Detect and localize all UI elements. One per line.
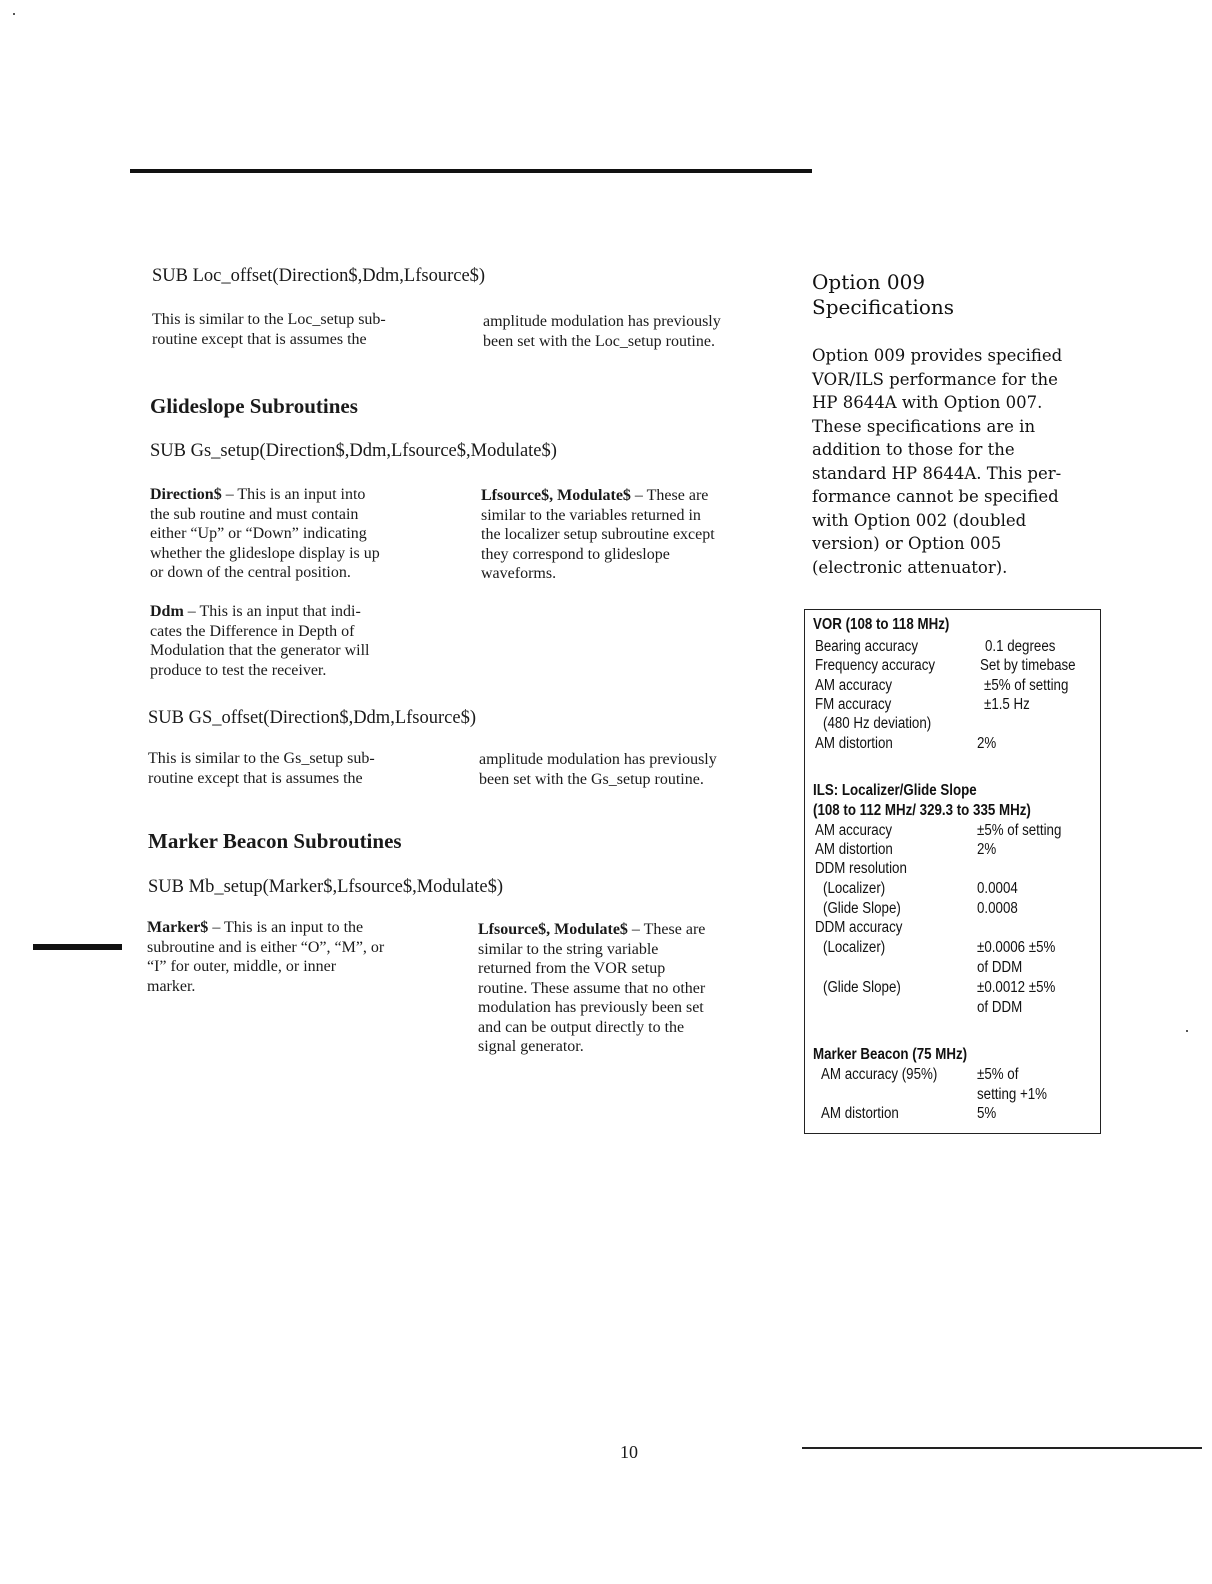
bearing-label: Bearing accuracy bbox=[815, 638, 918, 655]
mb-am-accuracy-value: ±5% of bbox=[977, 1066, 1019, 1083]
fm-deviation-label: (480 Hz deviation) bbox=[823, 715, 932, 732]
ddm-desc: – This is an input that indi- cates the Difference in Depth of Modulation that the generator will produce to test the receiver. bbox=[150, 603, 370, 679]
ils-am-accuracy-value: ±5% of setting bbox=[977, 822, 1062, 839]
loc-offset-text-col2: amplitude modulation has previously been set with the Loc_setup routine. bbox=[483, 313, 721, 350]
ils-am-distortion-label: AM distortion bbox=[815, 841, 893, 858]
ddm-acc-localizer-value-2: of DDM bbox=[977, 959, 1023, 976]
ddm-resolution-label: DDM resolution bbox=[815, 860, 907, 877]
ils-am-accuracy-label: AM accuracy bbox=[815, 822, 893, 839]
ddm-acc-localizer-value: ±0.0006 ±5% bbox=[977, 939, 1056, 956]
mb-am-distortion-label: AM distortion bbox=[821, 1105, 899, 1122]
vor-am-accuracy-label: AM accuracy bbox=[815, 677, 893, 694]
freq-accuracy-value: Set by timebase bbox=[980, 657, 1076, 674]
ddm-res-glide-slope-value: 0.0008 bbox=[977, 900, 1018, 917]
loc-offset-heading: SUB Loc_offset(Direction$,Ddm,Lfsource$) bbox=[152, 266, 486, 286]
marker-param-text bbox=[147, 918, 384, 996]
mb-lfsource-term: Lfsource$, Modulate$ bbox=[478, 921, 628, 938]
option-009-title: Option 009 Specifications bbox=[812, 270, 955, 319]
marker-beacon-section-title: Marker Beacon Subroutines bbox=[148, 829, 402, 853]
gs-setup-heading: SUB Gs_setup(Direction$,Ddm,Lfsource$,Modulate$) bbox=[150, 441, 557, 461]
option-009-description: Option 009 provides specified VOR/ILS performance for the HP 8644A with Option 007. These specifications are in addition to those for the standard HP 8644A. This per- formance cannot be specified with Option 002 (doubled version) or Option 005 (electronic attenuator). bbox=[812, 346, 1063, 577]
marker-term: Marker$ bbox=[147, 919, 209, 936]
fm-accuracy-label: FM accuracy bbox=[815, 696, 892, 713]
page-number: 10 bbox=[620, 1442, 638, 1462]
mb-am-accuracy-value-2: setting +1% bbox=[977, 1086, 1048, 1103]
mb-am-accuracy-label: AM accuracy (95%) bbox=[821, 1066, 938, 1083]
scan-speck bbox=[13, 13, 15, 15]
ils-heading: ILS: Localizer/Glide Slope bbox=[813, 782, 977, 799]
bearing-value: 0.1 degrees bbox=[985, 638, 1056, 655]
ddm-accuracy-label: DDM accuracy bbox=[815, 919, 903, 936]
mb-lfsource-param-text bbox=[478, 920, 705, 1057]
ddm-acc-glide-slope-value: ±0.0012 ±5% bbox=[977, 979, 1056, 996]
ddm-acc-localizer-label: (Localizer) bbox=[823, 939, 886, 956]
ils-range-heading: (108 to 112 MHz/ 329.3 to 335 MHz) bbox=[813, 802, 1031, 819]
ils-am-distortion-value: 2% bbox=[977, 841, 997, 858]
ddm-res-glide-slope-label: (Glide Slope) bbox=[823, 900, 901, 917]
marker-beacon-heading: Marker Beacon (75 MHz) bbox=[813, 1046, 968, 1063]
top-rule bbox=[130, 169, 812, 173]
glideslope-section-title: Glideslope Subroutines bbox=[150, 394, 358, 418]
mb-am-distortion-value: 5% bbox=[977, 1105, 997, 1122]
gs-offset-text-col2: amplitude modulation has previously been set with the Gs_setup routine. bbox=[479, 751, 717, 788]
bottom-rule bbox=[802, 1447, 1202, 1449]
vor-heading: VOR (108 to 118 MHz) bbox=[813, 616, 950, 633]
mb-setup-heading: SUB Mb_setup(Marker$,Lfsource$,Modulate$) bbox=[148, 877, 504, 897]
gs-lfsource-term: Lfsource$, Modulate$ bbox=[481, 487, 631, 504]
ddm-param-text bbox=[150, 602, 370, 680]
direction-term: Direction$ bbox=[150, 486, 222, 503]
vor-am-distortion-label: AM distortion bbox=[815, 735, 893, 752]
freq-accuracy-label: Frequency accuracy bbox=[815, 657, 936, 674]
loc-offset-text-col1: This is similar to the Loc_setup sub- routine except that is assumes the bbox=[152, 311, 386, 348]
ddm-res-localizer-value: 0.0004 bbox=[977, 880, 1018, 897]
gs-offset-heading: SUB GS_offset(Direction$,Ddm,Lfsource$) bbox=[148, 708, 476, 728]
direction-param-text bbox=[150, 485, 380, 583]
spec-table bbox=[804, 609, 1101, 1134]
gs-lfsource-desc: – These are similar to the variables returned in the localizer setup subroutine except they correspond to glideslope waveforms. bbox=[481, 487, 715, 582]
scan-speck bbox=[1186, 1030, 1188, 1032]
mb-lfsource-desc: – These are similar to the string variable returned from the VOR setup routine. These assume that no other modulation has previously been set and can be output directly to the signal generator. bbox=[478, 921, 706, 1055]
gs-offset-text-col1: This is similar to the Gs_setup sub- routine except that is assumes the bbox=[148, 750, 375, 787]
direction-desc: – This is an input into the sub routine and must contain either “Up” or “Down” indicating whether the glideslope display is up or down of the central position. bbox=[150, 486, 380, 581]
ddm-acc-glide-slope-label: (Glide Slope) bbox=[823, 979, 901, 996]
marker-desc: – This is an input to the subroutine and is either “O”, “M”, or “I” for outer, middle, or inner marker. bbox=[147, 919, 385, 995]
ddm-res-localizer-label: (Localizer) bbox=[823, 880, 886, 897]
vor-am-accuracy-value: ±5% of setting bbox=[984, 677, 1069, 694]
gs-lfsource-param-text bbox=[481, 486, 715, 584]
vor-am-distortion-value: 2% bbox=[977, 735, 997, 752]
ddm-term: Ddm bbox=[150, 603, 184, 620]
fm-accuracy-value: ±1.5 Hz bbox=[984, 696, 1030, 713]
ddm-acc-glide-slope-value-2: of DDM bbox=[977, 999, 1023, 1016]
change-bar bbox=[33, 944, 122, 950]
